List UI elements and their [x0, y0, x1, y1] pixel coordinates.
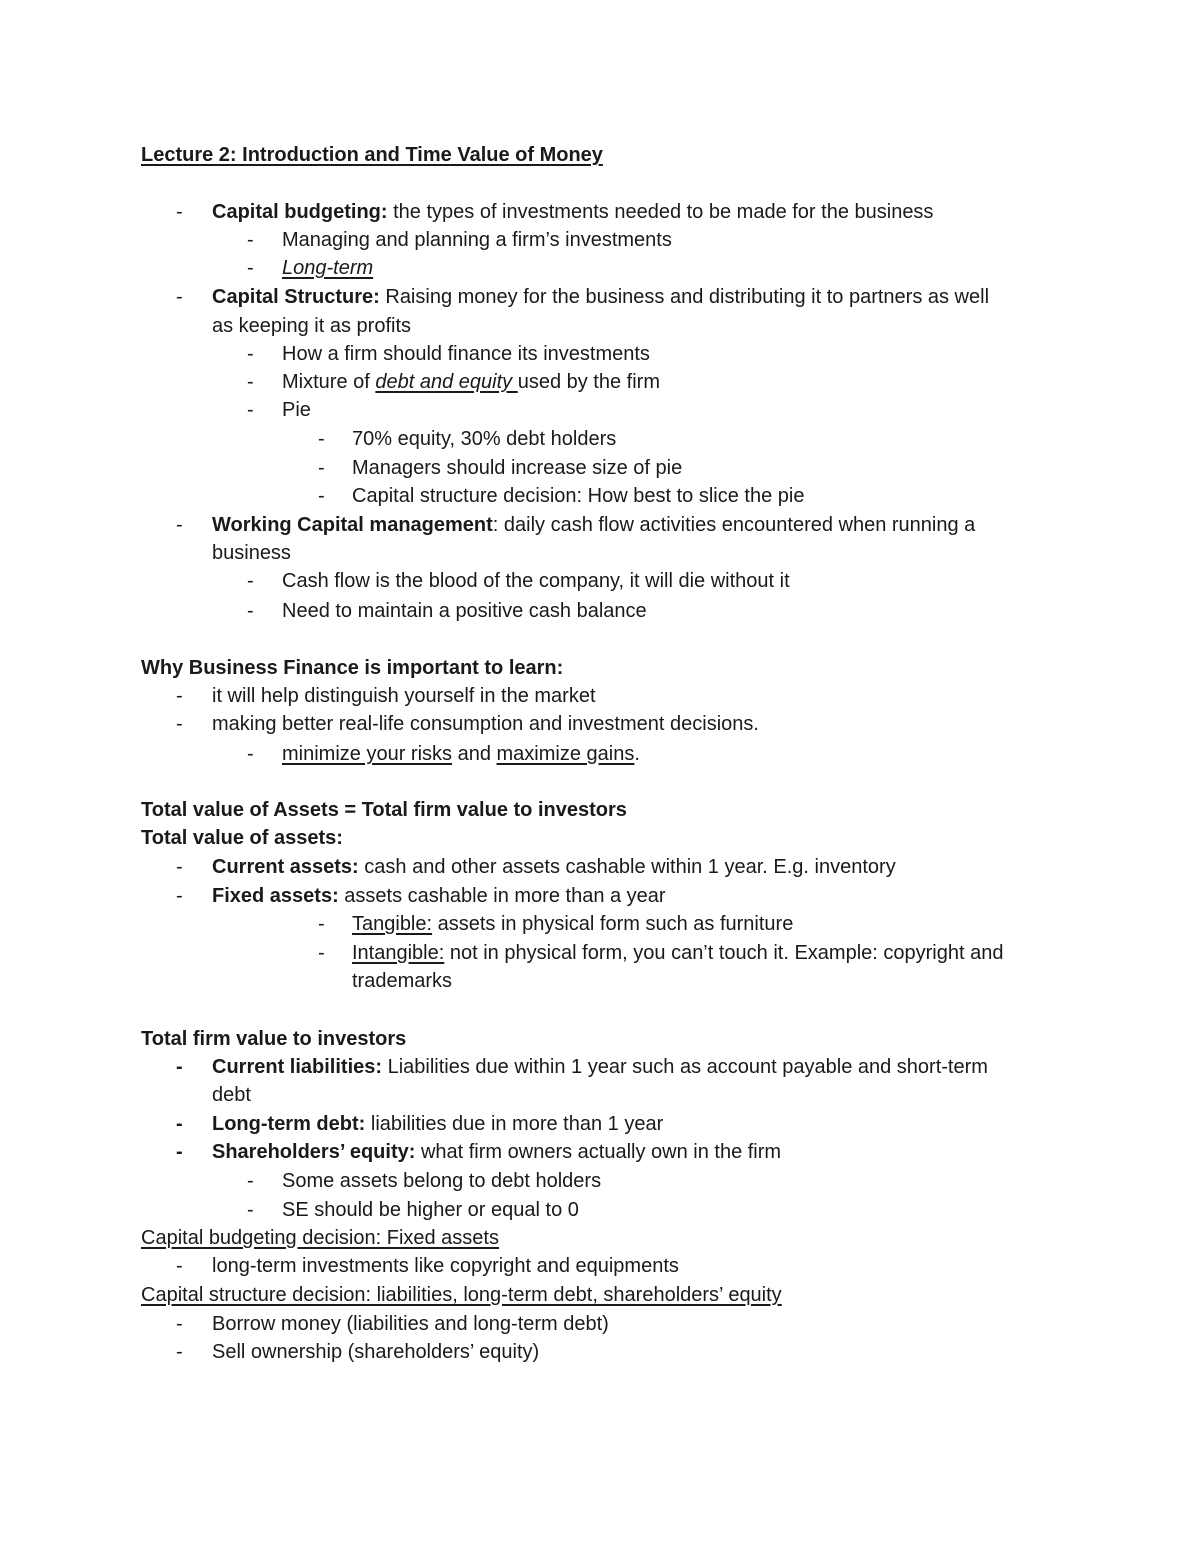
- bullet-dash: -: [247, 257, 254, 279]
- list-item-current-assets: [212, 853, 896, 881]
- list-item-long-term-debt: [212, 1110, 663, 1138]
- definition: not in physical form, you can’t touch it. Example: copyright and: [444, 942, 1004, 964]
- bullet-dash: -: [247, 570, 254, 592]
- list-item: Sell ownership (shareholders’ equity): [212, 1341, 540, 1363]
- bullet-dash: -: [176, 1113, 183, 1135]
- bullet-dash: -: [176, 1255, 183, 1277]
- emphasis: debt and equity: [375, 371, 518, 393]
- emphasis: minimize your risks: [282, 743, 453, 765]
- definition: Raising money for the business and distributing it to partners as well: [379, 286, 990, 308]
- definition: : daily cash flow activities encountered when running a: [492, 514, 976, 536]
- definition: assets in physical form such as furniture: [432, 913, 794, 935]
- definition: assets cashable in more than a year: [338, 885, 666, 907]
- bullet-dash: -: [176, 1313, 183, 1335]
- list-item: long-term investments like copyright and equipments: [212, 1255, 679, 1277]
- text: .: [634, 743, 640, 765]
- definition: what firm owners actually own in the firm: [415, 1141, 782, 1163]
- bullet-dash: -: [176, 1141, 183, 1163]
- sub-item: How a firm should finance its investments: [282, 343, 650, 365]
- sub-item: Cash flow is the blood of the company, it will die without it: [282, 570, 790, 592]
- term: Shareholders’ equity:: [212, 1141, 416, 1163]
- text: and: [452, 743, 497, 765]
- bullet-dash: -: [176, 514, 183, 536]
- list-item-capital-budgeting: [212, 198, 933, 226]
- sub-item: SE should be higher or equal to 0: [282, 1199, 579, 1221]
- subheading: Capital budgeting decision: Fixed assets: [141, 1227, 499, 1249]
- bullet-dash: -: [176, 885, 183, 907]
- sub-item: Need to maintain a positive cash balance: [282, 600, 647, 622]
- sub-sub-item: [352, 939, 1003, 967]
- page-title: Lecture 2: Introduction and Time Value of Money: [141, 144, 603, 166]
- definition-continuation: trademarks: [352, 970, 453, 992]
- bullet-dash: -: [176, 713, 183, 735]
- list-item-shareholders-equity: [212, 1138, 781, 1166]
- bullet-dash: -: [247, 399, 254, 421]
- term: Current liabilities:: [212, 1056, 383, 1078]
- sub-item: Some assets belong to debt holders: [282, 1170, 602, 1192]
- bullet-dash: -: [318, 485, 325, 507]
- list-item: making better real-life consumption and investment decisions.: [212, 713, 759, 735]
- sub-item: [282, 368, 660, 396]
- sub-sub-item: Capital structure decision: How best to slice the pie: [352, 485, 805, 507]
- term: Working Capital management: [212, 514, 493, 536]
- definition: Liabilities due within 1 year such as account payable and short-term: [382, 1056, 988, 1078]
- sub-item: [282, 740, 640, 768]
- section-heading: Total value of assets:: [141, 827, 343, 849]
- sub-sub-item: 70% equity, 30% debt holders: [352, 428, 617, 450]
- bullet-dash: -: [176, 201, 183, 223]
- list-item-current-liabilities: [212, 1053, 988, 1081]
- section-heading: Why Business Finance is important to learn:: [141, 657, 564, 679]
- section-heading: Total value of Assets = Total firm value to investors: [141, 799, 627, 821]
- bullet-dash: -: [318, 913, 325, 935]
- definition: cash and other assets cashable within 1 year. E.g. inventory: [358, 856, 896, 878]
- bullet-dash: -: [318, 942, 325, 964]
- definition: liabilities due in more than 1 year: [365, 1113, 664, 1135]
- sub-sub-item: Managers should increase size of pie: [352, 457, 683, 479]
- bullet-dash: -: [318, 428, 325, 450]
- definition: the types of investments needed to be made for the business: [387, 201, 934, 223]
- list-item: Borrow money (liabilities and long-term debt): [212, 1313, 609, 1335]
- bullet-dash: -: [247, 743, 254, 765]
- bullet-dash: -: [176, 1341, 183, 1363]
- term: Capital Structure:: [212, 286, 380, 308]
- list-item-working-capital: [212, 511, 975, 539]
- sub-item: Managing and planning a firm’s investments: [282, 229, 672, 251]
- list-item-fixed-assets: [212, 882, 666, 910]
- sub-item: Pie: [282, 399, 311, 421]
- term: Tangible:: [352, 913, 433, 935]
- list-item: it will help distinguish yourself in the market: [212, 685, 596, 707]
- bullet-dash: -: [247, 600, 254, 622]
- bullet-dash: -: [247, 343, 254, 365]
- bullet-dash: -: [247, 371, 254, 393]
- section-heading: Total firm value to investors: [141, 1028, 407, 1050]
- term: Intangible:: [352, 942, 445, 964]
- term: Current assets:: [212, 856, 359, 878]
- bullet-dash: -: [247, 229, 254, 251]
- term: Fixed assets:: [212, 885, 339, 907]
- list-item-capital-structure: [212, 283, 989, 311]
- term: Long-term debt:: [212, 1113, 366, 1135]
- text: Mixture of: [282, 371, 376, 393]
- subheading: Capital structure decision: liabilities, long-term debt, shareholders’ equity: [141, 1284, 782, 1306]
- bullet-dash: -: [247, 1199, 254, 1221]
- bullet-dash: -: [176, 286, 183, 308]
- term: Capital budgeting:: [212, 201, 388, 223]
- bullet-dash: -: [318, 457, 325, 479]
- bullet-dash: -: [247, 1170, 254, 1192]
- sub-sub-item: [352, 910, 793, 938]
- definition-continuation: business: [212, 542, 291, 564]
- definition-continuation: debt: [212, 1084, 251, 1106]
- bullet-dash: -: [176, 856, 183, 878]
- bullet-dash: -: [176, 685, 183, 707]
- sub-item: Long-term: [282, 257, 374, 279]
- text: used by the firm: [517, 371, 660, 393]
- emphasis: maximize gains: [496, 743, 635, 765]
- bullet-dash: -: [176, 1056, 183, 1078]
- definition-continuation: as keeping it as profits: [212, 315, 411, 337]
